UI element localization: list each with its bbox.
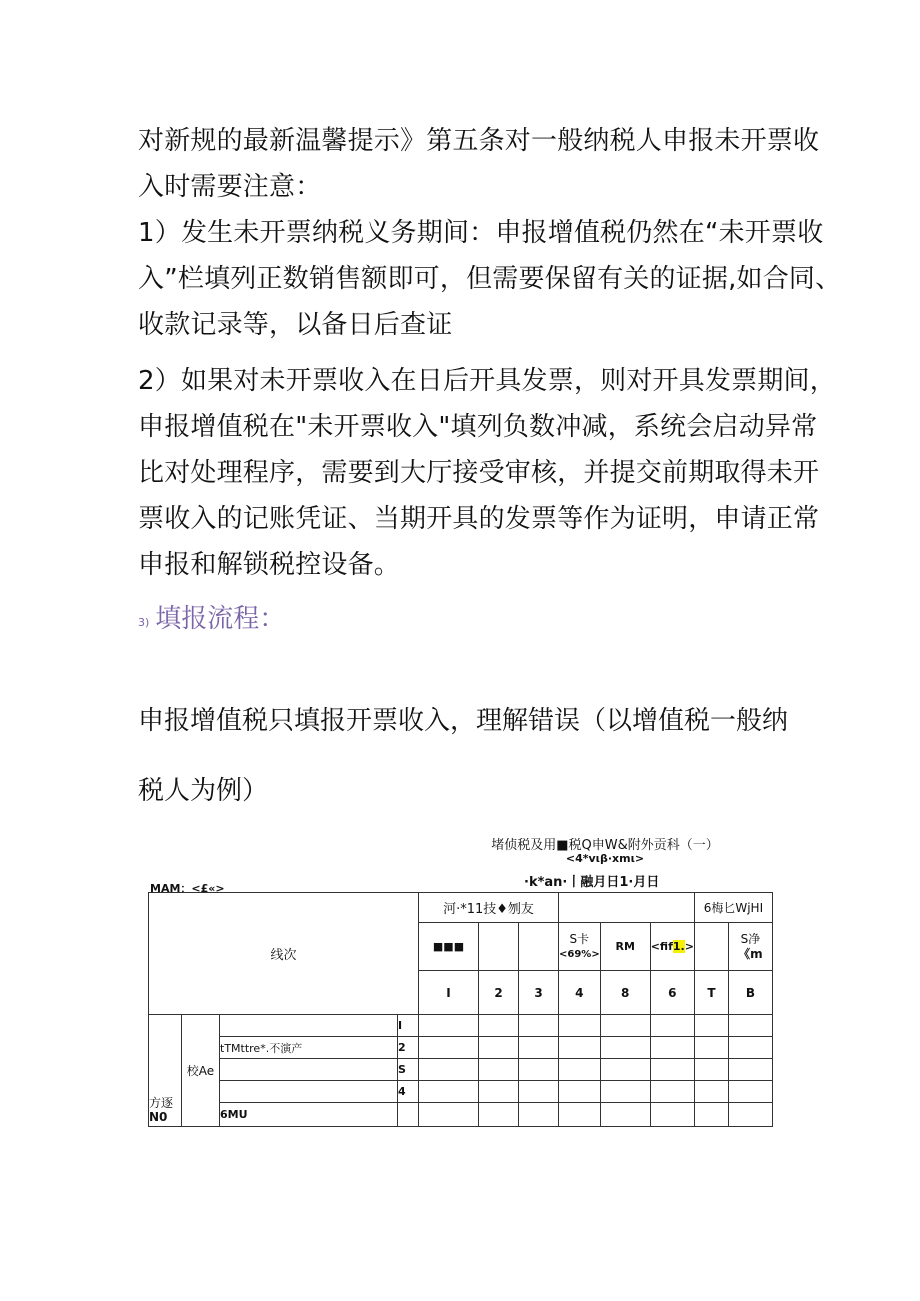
paragraph-intro bbox=[138, 118, 820, 210]
text-line: 1）发生未开票纳税义务期间：申报增值税仍然在“未开票收 bbox=[138, 218, 824, 248]
subheader-fif-highlight: 1. bbox=[672, 940, 685, 953]
subheader-empty bbox=[519, 923, 559, 971]
group-label: 校Ae bbox=[186, 1064, 215, 1078]
group-label-cell bbox=[182, 1015, 220, 1127]
row-label bbox=[220, 1059, 398, 1081]
row-number bbox=[398, 1103, 419, 1127]
side-label-top: 方逐 bbox=[149, 1096, 174, 1110]
col-number: 3 bbox=[519, 971, 559, 1015]
row-number: I bbox=[398, 1015, 419, 1037]
header-cell-empty bbox=[559, 893, 695, 923]
row-header-cell bbox=[149, 893, 419, 1015]
col-number: B bbox=[728, 971, 772, 1015]
paragraph-error-note: 申报增值税只填报开票收入，理解错误（以增值税一般纳 bbox=[138, 706, 789, 736]
heading-number: 3) bbox=[138, 616, 150, 629]
subheader-last-top: S净 bbox=[740, 931, 761, 946]
heading-text: 填报流程： bbox=[155, 604, 286, 634]
col-number: I bbox=[419, 971, 479, 1015]
row-header-label: 线次 bbox=[270, 948, 297, 963]
subheader-rm-label: RM bbox=[615, 940, 635, 953]
side-label-bottom: N0 bbox=[149, 1110, 168, 1124]
subheader-fif bbox=[650, 923, 694, 971]
subheader-bullets-label: ■■■ bbox=[432, 940, 465, 953]
paragraph-point-2 bbox=[138, 358, 836, 588]
text-line: 入时需要注意： bbox=[138, 172, 322, 202]
row-number: S bbox=[398, 1059, 419, 1081]
col-number: 8 bbox=[600, 971, 650, 1015]
col-number: T bbox=[694, 971, 728, 1015]
subheader-last-bottom: 《m bbox=[738, 946, 763, 961]
paragraph-error-note-cont: 税人为例） bbox=[138, 776, 269, 806]
paragraph-point-1 bbox=[138, 210, 842, 348]
subheader-bullets bbox=[419, 923, 479, 971]
col-number: 2 bbox=[479, 971, 519, 1015]
subheader-rm bbox=[600, 923, 650, 971]
row-label bbox=[220, 1081, 398, 1103]
section-heading-3 bbox=[138, 598, 285, 635]
col-number: 6 bbox=[650, 971, 694, 1015]
vat-form-image bbox=[0, 820, 920, 1140]
row-label: 6MU bbox=[220, 1103, 398, 1127]
form-subtitle: <4*vιβ·xmι> bbox=[565, 852, 645, 865]
text-line: 申报和解锁税控设备。 bbox=[138, 550, 401, 580]
text-line: 票收入的记账凭证、当期开具的发票等作为证明，申请正常 bbox=[138, 504, 820, 534]
form-table bbox=[148, 892, 773, 1127]
subheader-empty bbox=[694, 923, 728, 971]
header-group-1 bbox=[419, 893, 559, 923]
form-period: ·k*an·丨融月日1·月日 bbox=[524, 875, 660, 890]
header-group-2 bbox=[694, 893, 772, 923]
subheader-s-top: S卡 bbox=[569, 931, 590, 946]
row-number: 4 bbox=[398, 1081, 419, 1103]
header-group-1-label: 河·*11技♦刎友 bbox=[443, 902, 534, 917]
row-number: 2 bbox=[398, 1037, 419, 1059]
col-number: 4 bbox=[559, 971, 601, 1015]
row-label: tTMttre*.不演产 bbox=[220, 1037, 398, 1059]
text-line: 申报增值税在"未开票收入"填列负数冲减，系统会启动异常 bbox=[138, 412, 818, 442]
text-line: 收款记录等，以备日后查证 bbox=[138, 310, 453, 340]
form-taxpayer-label: MAM：<£«> bbox=[150, 882, 225, 895]
subheader-fif-suffix: > bbox=[684, 940, 694, 953]
text-line: 2）如果对未开票收入在日后开具发票，则对开具发票期间， bbox=[138, 366, 836, 396]
text-line: 入”栏填列正数销售额即可，但需要保留有关的证据,如合同、 bbox=[138, 264, 842, 294]
form-title: 堵侦税及用■税Q申W&附外贡科（一） bbox=[491, 838, 719, 853]
subheader-empty bbox=[479, 923, 519, 971]
text-line: 对新规的最新温馨提示》第五条对一般纳税人申报未开票收 bbox=[138, 126, 820, 156]
subheader-s bbox=[559, 923, 601, 971]
header-group-2-label: 6梅匕WjHI bbox=[703, 901, 764, 915]
text-line: 比对处理程序，需要到大厅接受审核，并提交前期取得未开 bbox=[138, 458, 820, 488]
subheader-last bbox=[728, 923, 772, 971]
subheader-s-bottom: <69%> bbox=[559, 948, 600, 960]
row-label bbox=[220, 1015, 398, 1037]
subheader-fif-prefix: <fif bbox=[650, 940, 673, 953]
side-label-cell bbox=[149, 1015, 182, 1127]
